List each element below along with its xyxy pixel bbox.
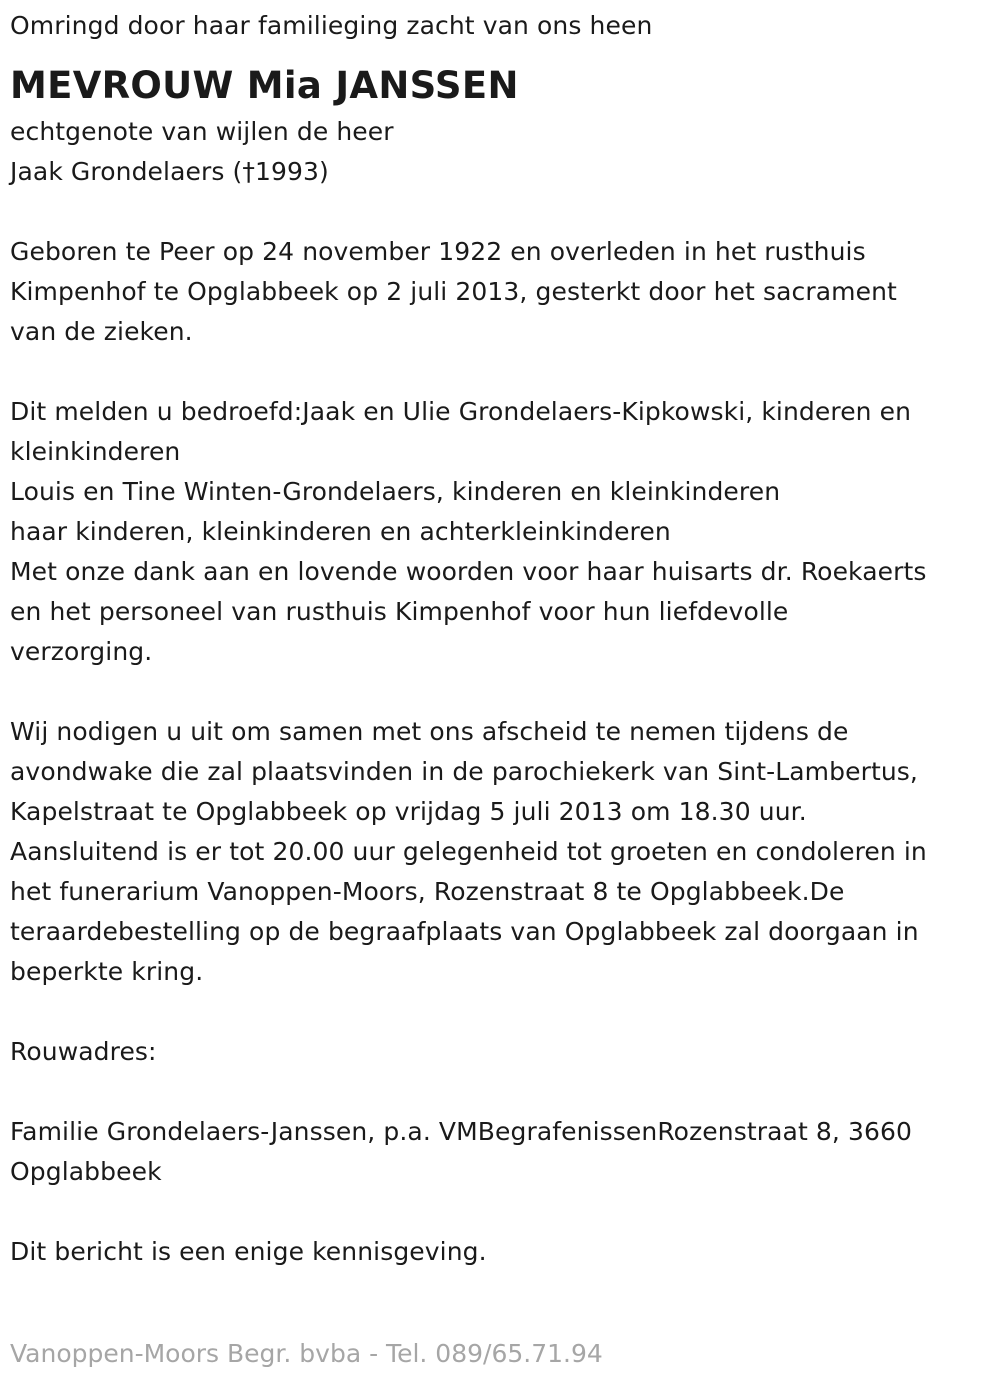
paragraph-line: beperkte kring. xyxy=(10,957,204,986)
paragraph-line: avondwake die zal plaatsvinden in de parochiekerk van Sint-Lambertus, xyxy=(10,757,918,786)
intro-text: Omringd door haar familieging zacht van ons heen xyxy=(10,11,653,40)
paragraph-line: het funerarium Vanoppen-Moors, Rozenstraat 8 te Opglabbeek.De xyxy=(10,877,845,906)
paragraph-line: kleinkinderen xyxy=(10,437,181,466)
paragraph-line: Louis en Tine Winten-Grondelaers, kinderen en kleinkinderen xyxy=(10,477,781,506)
spacer xyxy=(10,192,995,232)
deceased-name: MEVROUW Mia JANSSEN xyxy=(10,64,519,107)
mourners-paragraph xyxy=(10,392,995,672)
paragraph-line: Geboren te Peer op 24 november 1922 en overleden in het rusthuis xyxy=(10,237,866,266)
obituary-notice xyxy=(10,6,995,1272)
spouse-block xyxy=(10,112,995,192)
spacer xyxy=(10,992,995,1032)
address-label: Rouwadres: xyxy=(10,1037,157,1066)
spouse-line-1: echtgenote van wijlen de heer xyxy=(10,117,394,146)
paragraph-line: teraardebestelling op de begraafplaats van Opglabbeek zal doorgaan in xyxy=(10,917,919,946)
funeral-home-footer: Vanoppen-Moors Begr. bvba - Tel. 089/65.71.94 xyxy=(10,1339,603,1368)
address-line: Opglabbeek xyxy=(10,1157,162,1186)
spacer xyxy=(10,1192,995,1232)
paragraph-line: Wij nodigen u uit om samen met ons afscheid te nemen tijdens de xyxy=(10,717,849,746)
spacer xyxy=(10,1072,995,1112)
notice-text: Dit bericht is een enige kennisgeving. xyxy=(10,1237,487,1266)
paragraph-line: Met onze dank aan en lovende woorden voor haar huisarts dr. Roekaerts xyxy=(10,557,927,586)
spouse-line-2: Jaak Grondelaers (†1993) xyxy=(10,157,329,186)
spacer xyxy=(10,672,995,712)
paragraph-line: Kimpenhof te Opglabbeek op 2 juli 2013, gesterkt door het sacrament xyxy=(10,277,897,306)
birth-death-paragraph xyxy=(10,232,995,352)
paragraph-line: van de zieken. xyxy=(10,317,193,346)
address-line: Familie Grondelaers-Janssen, p.a. VMBegrafenissenRozenstraat 8, 3660 xyxy=(10,1117,913,1146)
paragraph-line: Kapelstraat te Opglabbeek op vrijdag 5 juli 2013 om 18.30 uur. xyxy=(10,797,807,826)
paragraph-line: verzorging. xyxy=(10,637,153,666)
paragraph-line: haar kinderen, kleinkinderen en achterkleinkinderen xyxy=(10,517,671,546)
paragraph-line: Aansluitend is er tot 20.00 uur gelegenheid tot groeten en condoleren in xyxy=(10,837,927,866)
spacer xyxy=(10,352,995,392)
ceremony-paragraph xyxy=(10,712,995,992)
paragraph-line: en het personeel van rusthuis Kimpenhof voor hun liefdevolle xyxy=(10,597,789,626)
paragraph-line: Dit melden u bedroefd:Jaak en Ulie Grondelaers-Kipkowski, kinderen en xyxy=(10,397,912,426)
address-block xyxy=(10,1112,995,1192)
